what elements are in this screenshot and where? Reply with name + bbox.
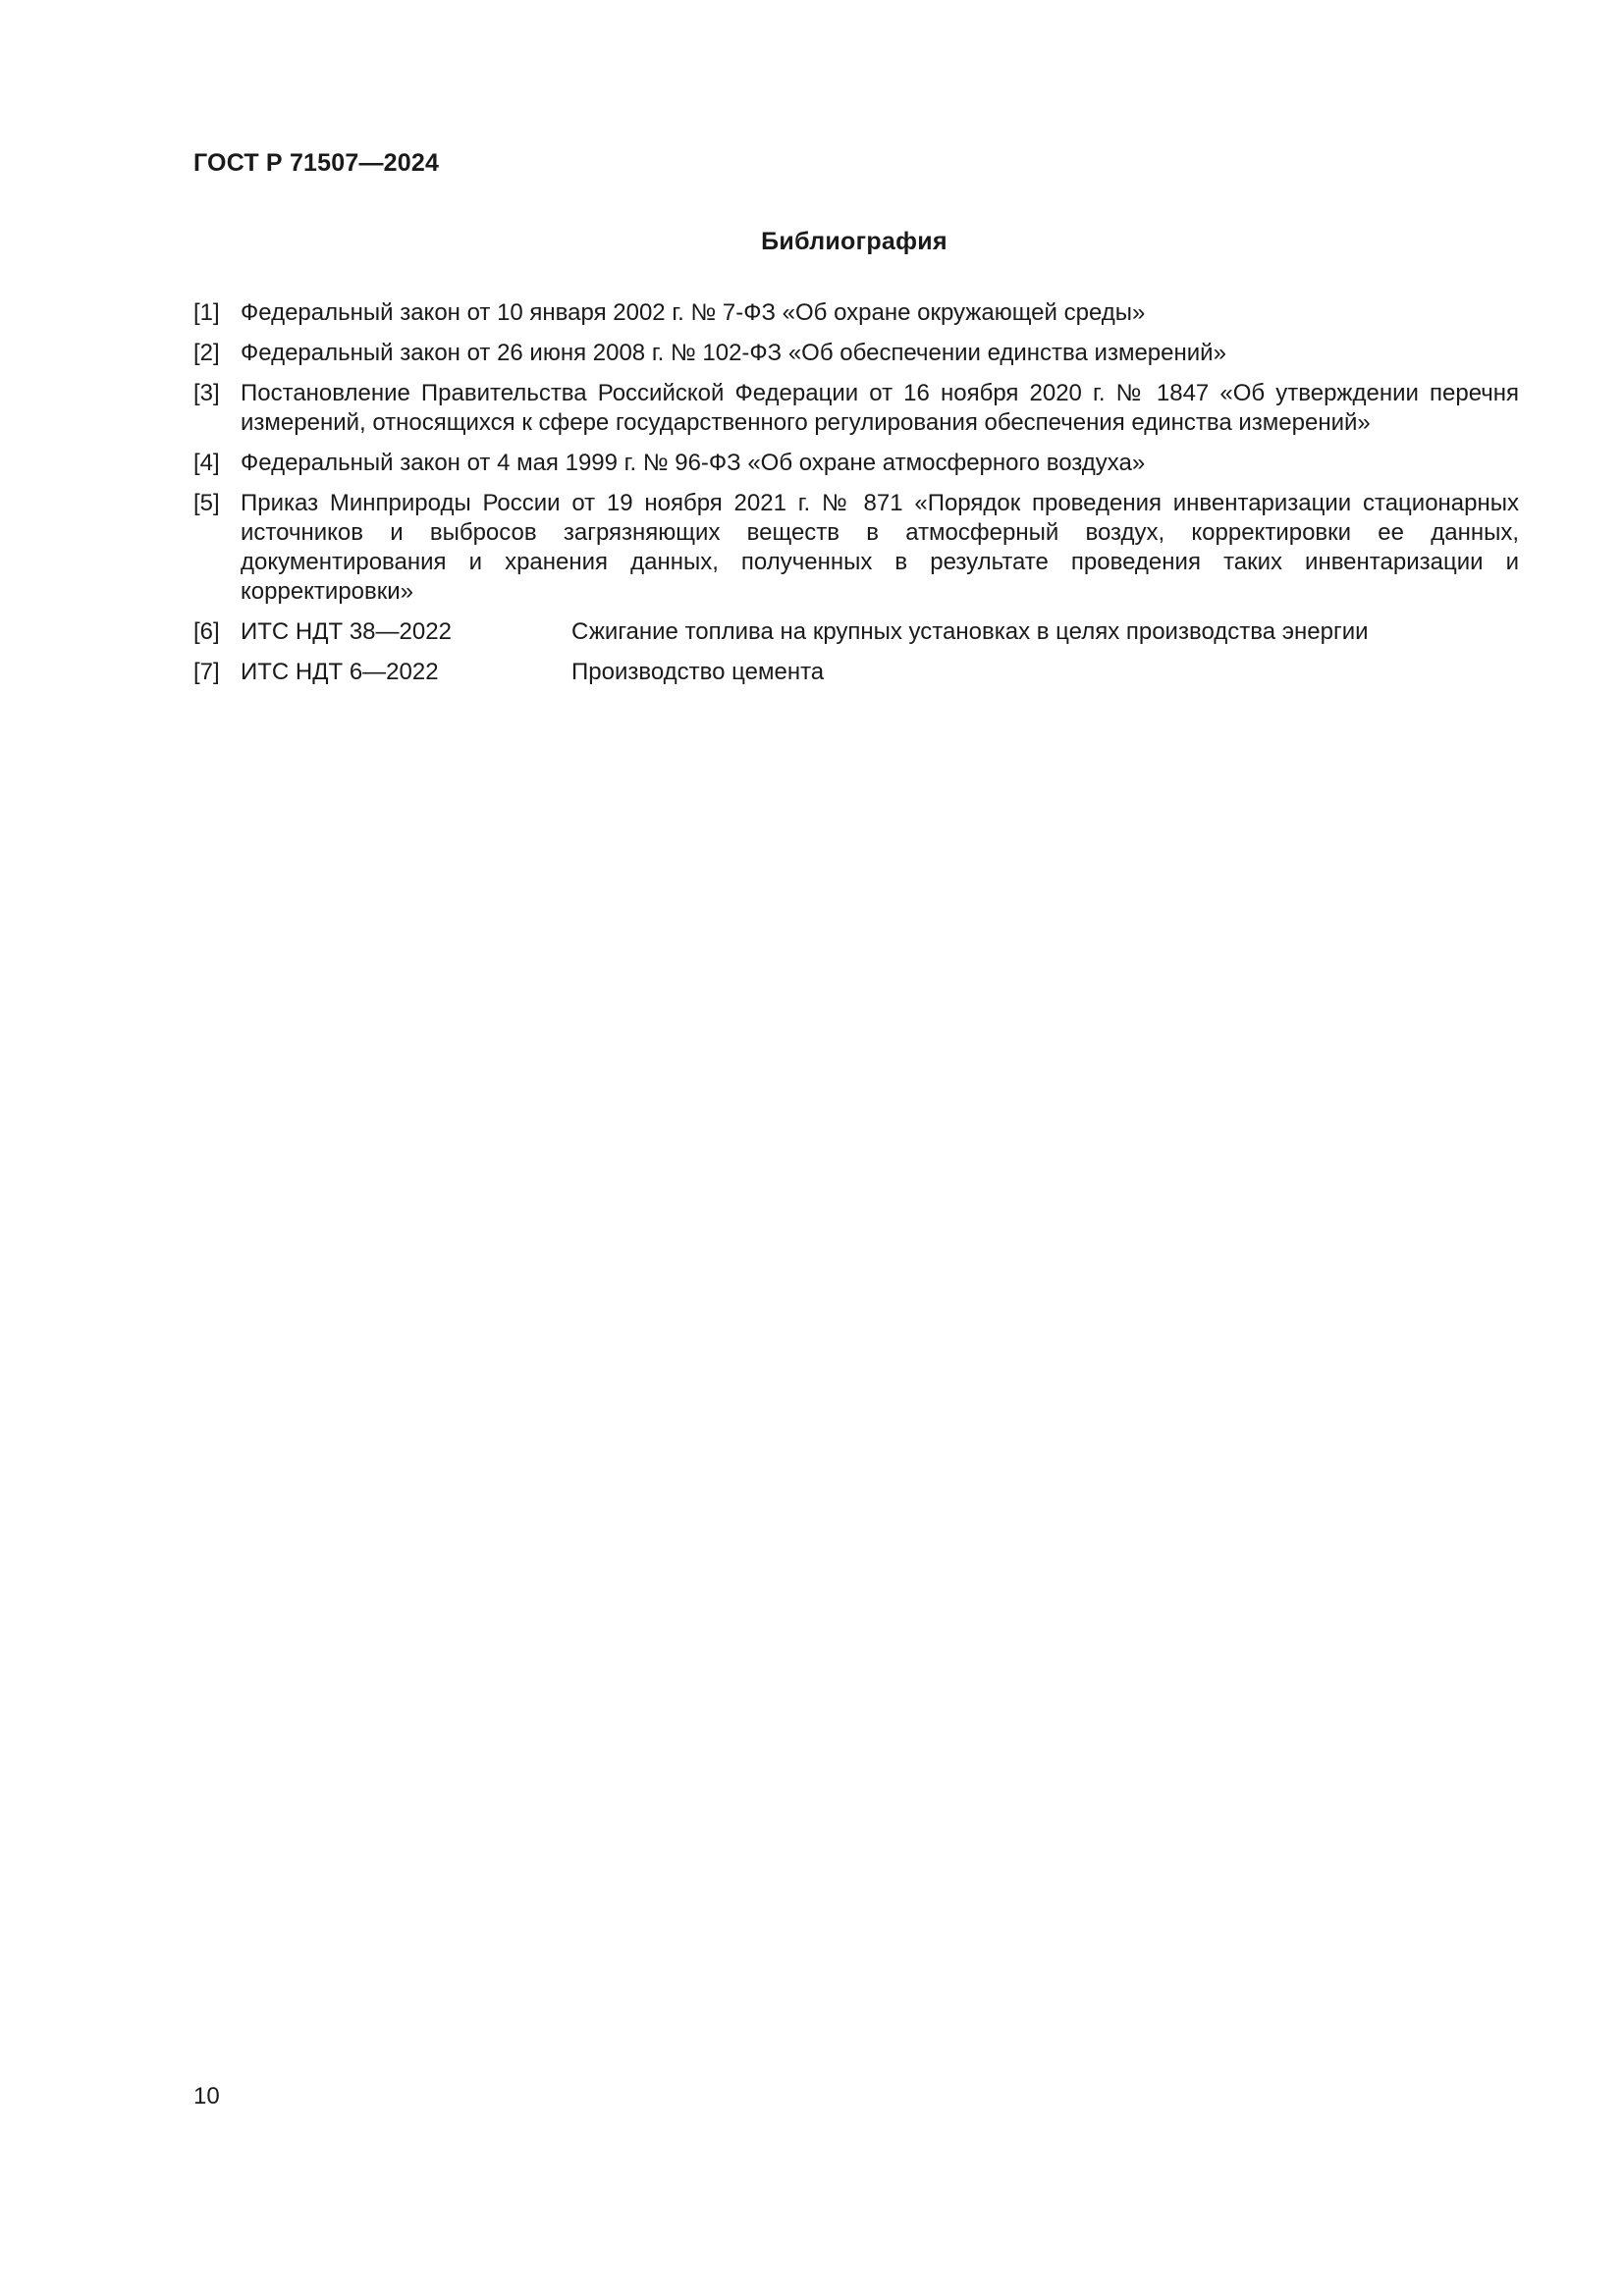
- bibliography-list: [193, 298, 1519, 698]
- entry-text: Приказ Минприроды России от 19 ноября 2021 г. № 871 «Порядок проведения инвентаризации стационарных источников и выбросов загрязняющих веществ в атмосферный воздух, корректировки ее данных, документирования и хранения данных, полученных в результате проведения таких инвентаризации и корректировки»: [241, 490, 1519, 605]
- document-header: ГОСТ Р 71507—2024: [193, 149, 440, 177]
- section-title: Библиография: [761, 228, 947, 255]
- entry-text: Федеральный закон от 10 января 2002 г. № 7-ФЗ «Об охране окружающей среды»: [241, 299, 1146, 326]
- bibliography-entry: [193, 617, 1519, 647]
- entry-text: Федеральный закон от 4 мая 1999 г. № 96-ФЗ «Об охране атмосферного воздуха»: [241, 450, 1146, 476]
- entry-text: Постановление Правительства Российской Федерации от 16 ноября 2020 г. № 1847 «Об утверждении перечня измерений, относящихся к сфере государственного регулирования обеспечения единства измерений»: [241, 380, 1519, 436]
- page-number: 10: [193, 2083, 220, 2109]
- bibliography-entry: [193, 298, 1519, 328]
- entry-code: ИТС НДТ 38—2022: [241, 618, 452, 645]
- entry-text: Федеральный закон от 26 июня 2008 г. № 102-ФЗ «Об обеспечении единства измерений»: [241, 340, 1226, 366]
- entry-number: [6]: [193, 618, 220, 645]
- bibliography-entry: [193, 339, 1519, 368]
- entry-number: [2]: [193, 340, 220, 366]
- entry-number: [1]: [193, 299, 220, 326]
- entry-number: [4]: [193, 450, 220, 476]
- entry-text: Производство цемента: [571, 659, 825, 685]
- entry-number: [7]: [193, 659, 220, 685]
- bibliography-entry: [193, 489, 1519, 607]
- bibliography-entry: [193, 379, 1519, 438]
- entry-text: Сжигание топлива на крупных установках в целях производства энергии: [571, 618, 1369, 645]
- entry-number: [3]: [193, 380, 220, 406]
- entry-number: [5]: [193, 490, 220, 516]
- entry-code: ИТС НДТ 6—2022: [241, 659, 439, 685]
- bibliography-entry: [193, 658, 1519, 687]
- bibliography-entry: [193, 449, 1519, 478]
